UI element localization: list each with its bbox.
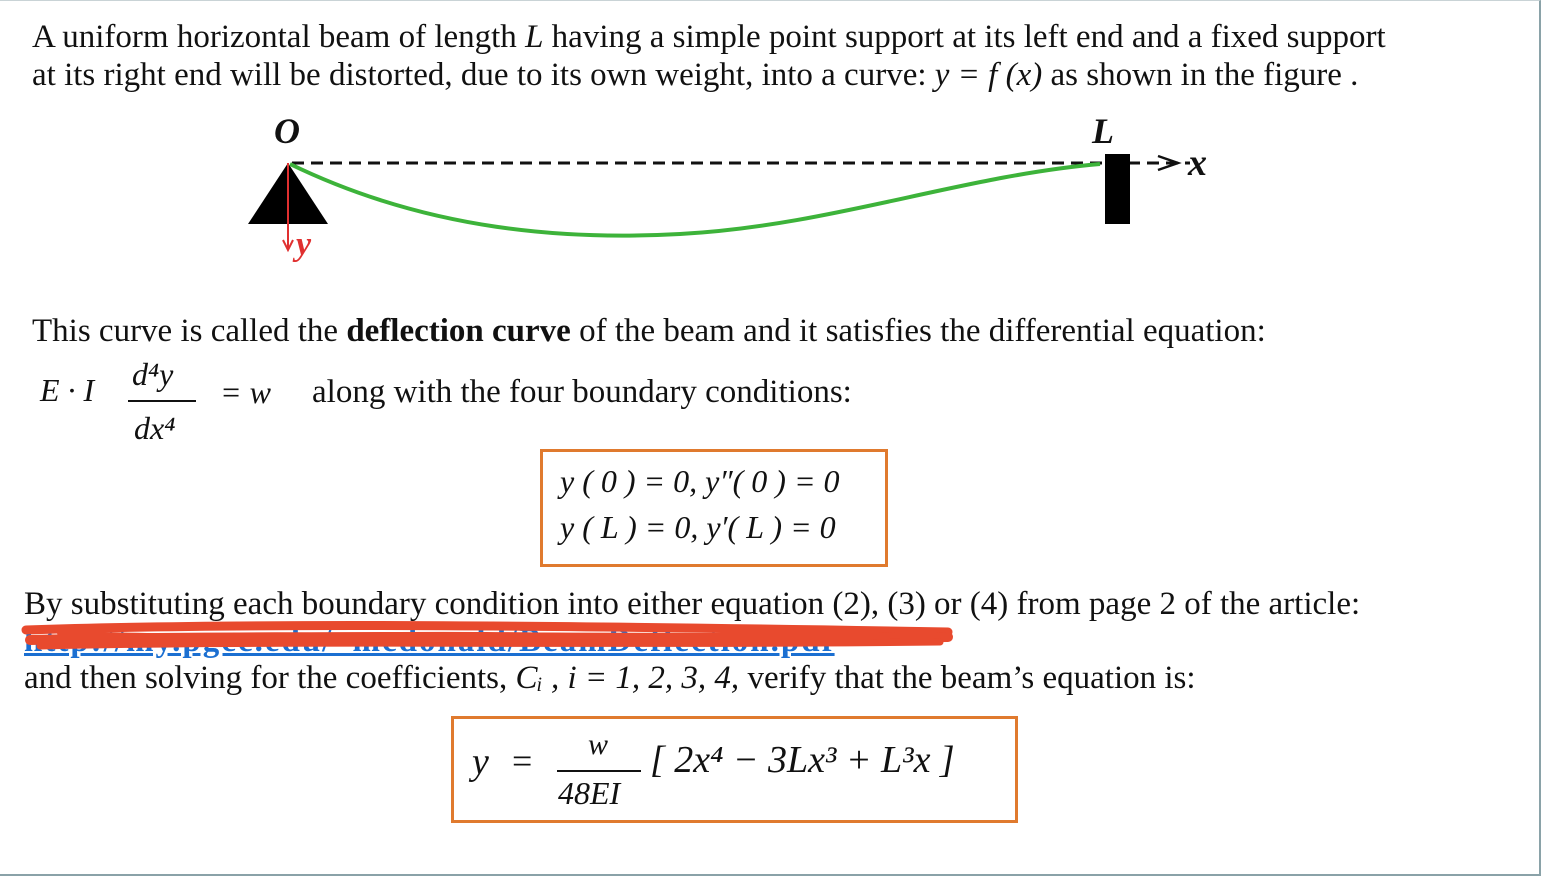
beam-figure [0,0,1548,300]
curve-equation: y = f (x) [934,57,1043,93]
final-eq-equals: = [512,741,533,781]
coefficients-line-end: verify that the beam’s equation is: [739,660,1196,696]
diff-eq-fraction-bar [128,400,196,402]
coefficients-symbols: Cᵢ , i = 1, 2, 3, 4, [515,660,740,696]
length-symbol: L [525,19,544,55]
boundary-row-2: y ( L ) = 0, y′( L ) = 0 [560,509,836,545]
end-label: L [1092,111,1114,151]
x-axis-label: x [1188,142,1207,184]
coefficients-line-start: and then solving for the coefficients, [24,660,516,696]
intro-line-2-start: at its right end will be distorted, due to its own weight, into a curve: [32,57,935,93]
boundary-row-1: y ( 0 ) = 0, y″( 0 ) = 0 [560,463,840,499]
coefficients-line [24,659,1196,697]
intro-line-1-start: A uniform horizontal beam of length [32,19,526,55]
boundary-intro-text: along with the four boundary conditions: [312,374,852,410]
intro-line-1-end: having a simple point support at its left end and a fixed support [543,19,1386,55]
deflection-paragraph [32,312,1266,350]
y-axis-label: y [296,226,312,263]
final-eq-numerator: w [588,728,609,761]
deflection-paragraph-end: of the beam and it satisfies the differential equation: [570,313,1266,349]
final-eq-lhs: y [472,741,489,783]
final-eq-fraction-bar [557,770,641,772]
final-eq-denominator: 48EI [558,775,621,811]
diff-eq-numerator: d⁴y [132,356,174,392]
deflection-curve-term: deflection curve [346,313,571,349]
diff-eq-denominator: dx⁴ [134,410,176,446]
diff-eq-lhs: E · I [40,372,95,408]
fixed-support-block [1105,154,1130,224]
intro-line-2-end: as shown in the figure . [1042,57,1359,93]
diff-eq-rhs: = w [220,374,271,410]
deflection-paragraph-start: This curve is called the [32,313,347,349]
final-eq-bracket: [ 2x⁴ − 3Lx³ + L³x ] [650,739,955,781]
article-link[interactable]: http://my.pgcc.edu/~mcdonald/BeamDeflection.pdf [24,623,835,659]
substitution-paragraph: By substituting each boundary condition into either equation (2), (3) or (4) from page 2 of the article: [24,586,1361,622]
origin-label: O [274,111,300,151]
deflection-curve [290,164,1100,236]
